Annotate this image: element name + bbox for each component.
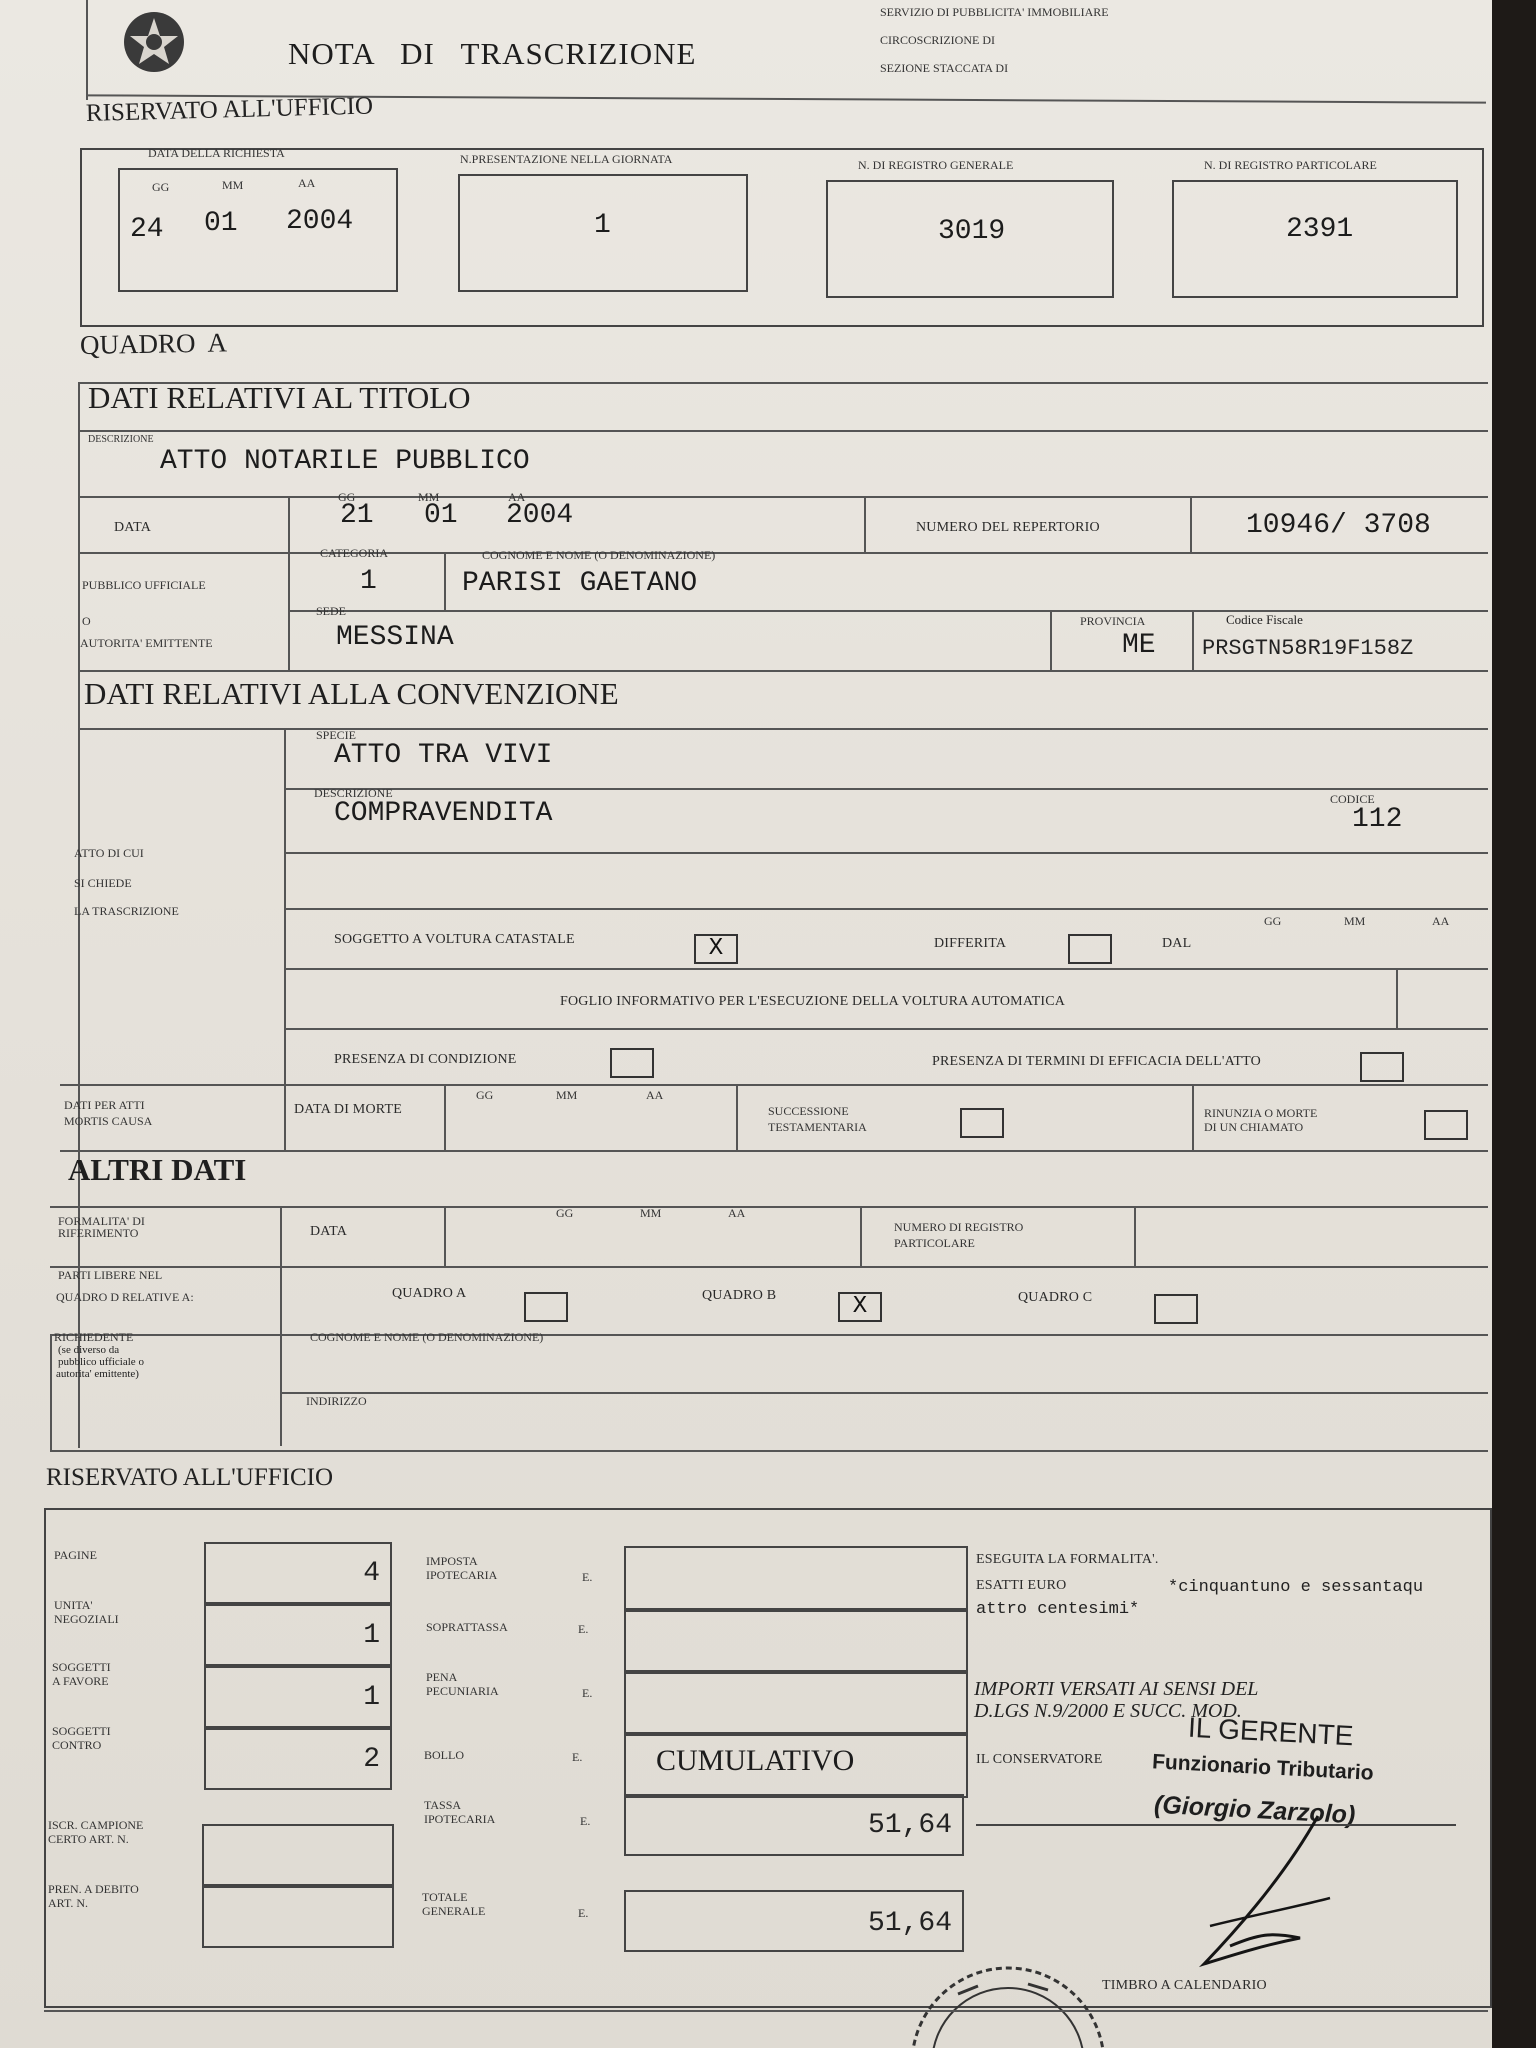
rinunzia-checkbox[interactable] bbox=[1424, 1110, 1468, 1140]
codice-fiscale-value: PRSGTN58R19F158Z bbox=[1202, 636, 1414, 661]
specie-value: ATTO TRA VIVI bbox=[334, 740, 553, 771]
quadro-a-title: QUADRO A bbox=[79, 327, 228, 360]
titolo-descrizione: ATTO NOTARILE PUBBLICO bbox=[160, 446, 530, 477]
data-richiesta-mm: 01 bbox=[204, 208, 238, 239]
esatti-text-2: attro centesimi* bbox=[976, 1600, 1140, 1619]
tassa-box: 51,64 bbox=[624, 1794, 964, 1856]
altri-dati-header: ALTRI DATI bbox=[68, 1152, 247, 1187]
service-line-1: SERVIZIO DI PUBBLICITA' IMMOBILIARE bbox=[880, 5, 1109, 19]
titolo-header: DATI RELATIVI AL TITOLO bbox=[88, 380, 471, 415]
calendar-stamp-icon bbox=[898, 1956, 1118, 2048]
reg-generale-label: N. DI REGISTRO GENERALE bbox=[858, 158, 1014, 172]
data-richiesta-label: DATA DELLA RICHIESTA bbox=[148, 146, 285, 160]
pena-box bbox=[624, 1670, 968, 1736]
background-edge bbox=[1492, 0, 1536, 2048]
service-line-3: SEZIONE STACCATA DI bbox=[880, 61, 1009, 75]
convenzione-descrizione: COMPRAVENDITA bbox=[334, 798, 553, 829]
campione-box bbox=[202, 1824, 394, 1888]
differita-checkbox[interactable] bbox=[1068, 934, 1112, 964]
termini-checkbox[interactable] bbox=[1360, 1052, 1404, 1082]
gerente-stamp: IL GERENTE bbox=[1187, 1711, 1355, 1752]
pagine-box: 4 bbox=[204, 1542, 392, 1604]
voltura-checkbox[interactable]: X bbox=[694, 934, 738, 964]
sede-value: MESSINA bbox=[336, 622, 454, 653]
provincia-value: ME bbox=[1122, 630, 1156, 661]
document-page: NOTA DI TRASCRIZIONE SERVIZIO DI PUBBLICITA' IMMOBILIARE CIRCOSCRIZIONE DI SEZIONE STACCATA DI RISERVATO ALL'UFFICIO DATA DELLA RICHIESTA GG MM AA 24 01 2004 N.PRESENTAZIONE NELLA GIORNATA 1 N. DI REGISTRO GENERALE 3019 N. DI REGISTRO PARTICOLARE 2391 QUADRO A DATI RELATIVI AL TITOLO DESCRIZIONE ATTO NOTARILE PUBBLICO DATA GG MM AA 21 01 2004 NUMERO DEL REPERTORIO 10946/ 3708 PUBBLICO UFFICIALE O AUTORITA' EMITTENTE CATEGORIA 1 COGNOME E NOME (O DENOMINAZIONE) PARISI GAETANO SEDE MESSINA PROVINCIA ME Codice Fiscale PRSGTN58R19F158Z DATI RELATIVI ALLA CONVENZIONE ATTO DI CUI SI CHIEDE LA TRASCRIZIONE SPECIE ATTO TRA VIVI DESCRIZIONE COMPRAVENDITA CODICE 112 GG MM AA SOGGETTO A VOLTURA CATASTALE X DIFFERITA DAL FOGLIO INFORMATIVO PER L'ESECUZIONE DELLA VOLTURA AUTOMATICA PRESENZA DI CONDIZIONE PRESENZA DI TERMINI DI EFFICACIA DELL'ATTO DATI PER ATTI MORTIS CAUSA DATA DI MORTE GG MM AA SUCCESSIONE TESTAMENTARIA RINUNZIA O MORTE DI UN CHIAMATO ALTRI DATI FORMALITA' DI RIFERIMENTO DATA GG MM AA NUMERO DI REGISTRO PARTICOLARE PARTI LIBERE NEL QUADRO D RELATIVE A: QUADRO A QUADRO B X QUADRO C RICHIEDENTE (se diverso da pubblico ufficiale o autorita' emittente) COGNOME E NOME (O DENOMINAZIONE) INDIRIZZO RISERVATO ALL'UFFICIO PAGINE 4 UNITA' NEGOZIALI 1 SOGGETTI A FAVORE 1 SOGGETTI CONTRO 2 ISCR. CAMPIONE CERTO ART. N. PREN. A DEBITO ART. N. IMPOSTA IPOTECARIA E. SOPRATTASSA E. PENA PECUNIARIA E. BOLLO E. CUMULATIVO TASSA IPOTECARIA E. 51,64 TOTALE GENERALE E. 51,64 ESEGUITA LA FORMALITA'. ESATTI EURO *cinquantuno e sessantaqu attro centesimi* IMPORTI VERSATI AI SENSI DEL D.LGS N.9/2000 E SUCC. MOD. IL CONSERVATORE IL GERENTE Funzionario Tributario (Giorgio Zarzolo) TIMBRO A CALENDARIO bbox=[0, 0, 1492, 2048]
reserved-top-title: RISERVATO ALL'UFFICIO bbox=[85, 92, 374, 127]
totale-box: 51,64 bbox=[624, 1890, 964, 1952]
quadro-a-checkbox[interactable] bbox=[524, 1292, 568, 1322]
titolo-data-gg: 21 bbox=[340, 500, 374, 531]
reg-generale-value: 3019 bbox=[938, 216, 1006, 247]
imposta-box bbox=[624, 1546, 968, 1612]
titolo-data-mm: 01 bbox=[424, 500, 458, 531]
titolo-data-aa: 2004 bbox=[506, 500, 574, 531]
categoria-value: 1 bbox=[360, 566, 377, 597]
favore-box: 1 bbox=[204, 1666, 392, 1728]
reg-particolare-value: 2391 bbox=[1286, 214, 1354, 245]
repertorio-value: 10946/ 3708 bbox=[1246, 510, 1431, 541]
condizione-checkbox[interactable] bbox=[610, 1048, 654, 1078]
quadro-b-checkbox[interactable]: X bbox=[838, 1292, 882, 1322]
soprattassa-box bbox=[624, 1608, 968, 1674]
successione-checkbox[interactable] bbox=[960, 1108, 1004, 1138]
presentazione-label: N.PRESENTAZIONE NELLA GIORNATA bbox=[460, 152, 673, 166]
codice-value: 112 bbox=[1352, 804, 1403, 835]
presentazione-value: 1 bbox=[594, 210, 611, 241]
signature bbox=[1190, 1806, 1340, 1976]
funzionario-stamp: Funzionario Tributario bbox=[1151, 1750, 1375, 1785]
bollo-value: CUMULATIVO bbox=[656, 1744, 855, 1777]
convenzione-header: DATI RELATIVI ALLA CONVENZIONE bbox=[84, 676, 619, 711]
data-richiesta-gg: 24 bbox=[130, 214, 164, 245]
esatti-text-1: *cinquantuno e sessantaqu bbox=[1168, 1578, 1424, 1597]
contro-box: 2 bbox=[204, 1728, 392, 1790]
reg-particolare-label: N. DI REGISTRO PARTICOLARE bbox=[1204, 158, 1377, 172]
unita-box: 1 bbox=[204, 1604, 392, 1666]
service-line-2: CIRCOSCRIZIONE DI bbox=[880, 33, 996, 47]
republic-emblem-icon bbox=[118, 6, 190, 78]
data-richiesta-aa: 2004 bbox=[286, 206, 354, 237]
reserved-bottom-title: RISERVATO ALL'UFFICIO bbox=[46, 1464, 334, 1491]
document-title: NOTA DI TRASCRIZIONE bbox=[288, 36, 697, 71]
name-stamp: (Giorgio Zarzolo) bbox=[1153, 1790, 1356, 1830]
pubblico-ufficiale-name: PARISI GAETANO bbox=[462, 568, 698, 599]
quadro-c-checkbox[interactable] bbox=[1154, 1294, 1198, 1324]
prenotazione-box bbox=[202, 1884, 394, 1948]
